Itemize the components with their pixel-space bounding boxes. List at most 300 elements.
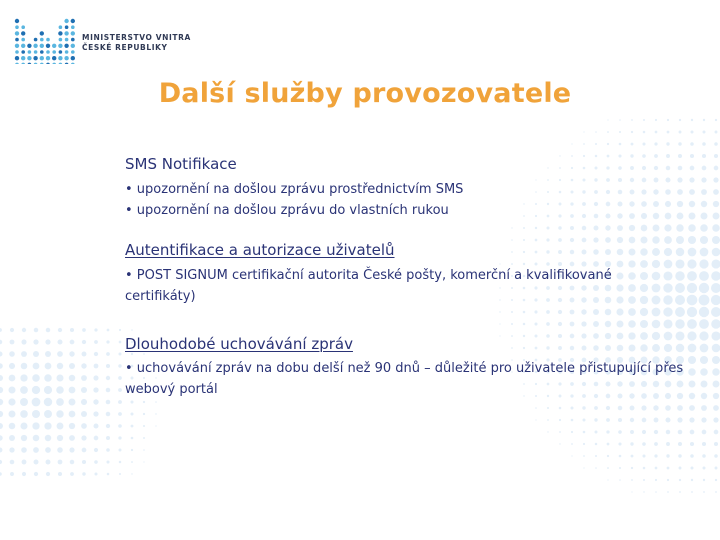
decor-dot	[715, 131, 718, 134]
decor-dot	[81, 375, 87, 381]
decor-dot	[0, 460, 2, 464]
decor-dot	[619, 479, 621, 481]
decor-dot	[21, 339, 26, 344]
decor-dot	[606, 406, 610, 410]
decor-dot	[9, 363, 15, 369]
section-heading: SMS Notifikace	[125, 155, 237, 173]
decor-dot	[106, 436, 110, 440]
decor-dot	[631, 131, 633, 133]
decor-dot	[689, 177, 694, 182]
decor-dot	[22, 460, 27, 465]
decor-dot	[699, 283, 709, 293]
decor-dot	[143, 437, 145, 439]
decor-dot	[691, 491, 693, 493]
decor-dot	[32, 374, 40, 382]
decor-dot	[583, 143, 585, 145]
decor-dot	[630, 442, 633, 445]
decor-dot	[58, 472, 62, 476]
logo-dot	[52, 44, 56, 48]
decor-dot	[106, 400, 111, 405]
decor-dot	[687, 271, 697, 281]
decor-dot	[631, 467, 633, 469]
decor-dot	[699, 271, 709, 281]
bullet-item: • uchovávání zpráv na dobu delší než 90 dnů – důležité pro uživatele přistupující přes webový portál	[125, 361, 684, 397]
decor-dot	[81, 411, 87, 417]
logo-dot	[46, 38, 50, 42]
decor-dot	[69, 363, 75, 369]
decor-dot	[0, 411, 3, 417]
logo-dot	[64, 19, 68, 23]
decor-dot	[715, 491, 717, 493]
decor-dot	[82, 472, 85, 475]
decor-dot	[118, 400, 122, 404]
bullet-list	[125, 179, 685, 221]
decor-dot	[701, 393, 707, 399]
decor-dot	[595, 467, 597, 469]
decor-dot	[22, 472, 26, 476]
decor-dot	[713, 393, 719, 399]
decor-dot	[677, 417, 682, 422]
decor-dot	[699, 259, 708, 268]
decor-dot	[94, 472, 97, 475]
section-sms-notifications	[125, 155, 685, 221]
decor-dot	[82, 340, 86, 344]
decor-dot	[119, 473, 121, 475]
decor-dot	[678, 454, 681, 457]
decor-dot	[688, 356, 696, 364]
decor-dot	[45, 339, 50, 344]
decor-dot	[667, 131, 670, 134]
decor-dot	[0, 435, 3, 440]
decor-dot	[106, 412, 111, 417]
decor-dot	[81, 387, 87, 393]
decor-dot	[654, 418, 659, 423]
logo-dot	[15, 31, 19, 35]
decor-dot	[583, 443, 585, 445]
decor-dot	[10, 472, 14, 476]
decor-dot	[679, 491, 681, 493]
decor-dot	[687, 307, 697, 317]
section-heading: Autentifikace a autorizace uživatelů	[125, 241, 395, 259]
bullet-list	[125, 358, 685, 400]
decor-dot	[655, 119, 657, 121]
decor-dot	[94, 328, 97, 331]
decor-dot	[583, 131, 584, 132]
decor-dot	[643, 479, 645, 481]
decor-dot	[713, 177, 718, 182]
decor-dot	[119, 329, 121, 331]
decor-dot	[106, 376, 110, 380]
decor-dot	[0, 363, 3, 369]
decor-dot	[57, 423, 64, 430]
decor-dot	[547, 407, 549, 409]
decor-dot	[701, 177, 706, 182]
logo-dot	[71, 19, 75, 23]
logo-dot	[15, 19, 19, 23]
decor-dot	[44, 386, 52, 394]
logo-dot	[40, 31, 44, 35]
decor-dot	[56, 374, 63, 381]
decor-dot	[701, 417, 706, 422]
decor-dot	[654, 430, 658, 434]
logo-dot	[71, 50, 75, 54]
section-heading: Dlouhodobé uchovávání zpráv	[125, 335, 353, 353]
decor-dot	[711, 331, 720, 340]
decor-dot	[33, 351, 39, 357]
decor-dot	[81, 435, 86, 440]
logo-dot	[71, 25, 75, 29]
logo-dot	[52, 63, 56, 64]
logo-dot	[21, 44, 25, 48]
logo-dot	[40, 50, 44, 54]
decor-dot	[45, 363, 52, 370]
decor-dot	[595, 455, 597, 457]
decor-dot	[8, 398, 15, 405]
decor-dot	[713, 213, 720, 220]
logo-dot	[15, 44, 19, 48]
decor-dot	[667, 119, 669, 121]
decor-dot	[583, 431, 586, 434]
decor-dot	[678, 442, 682, 446]
decor-dot	[594, 418, 597, 421]
decor-dot	[703, 467, 706, 470]
decor-dot	[713, 201, 719, 207]
decor-dot	[33, 447, 39, 453]
logo-dot	[40, 56, 44, 60]
decor-dot	[94, 340, 98, 344]
decor-dot	[9, 351, 15, 357]
decor-dot	[701, 405, 707, 411]
decor-dot	[595, 431, 598, 434]
logo-dot	[59, 50, 63, 54]
decor-dot	[143, 425, 145, 427]
decor-dot	[689, 381, 696, 388]
decor-dot	[631, 479, 633, 481]
decor-dot	[688, 248, 697, 257]
logo-dot	[21, 56, 25, 60]
decor-dot	[643, 119, 645, 121]
logo-dot	[71, 31, 75, 35]
decor-dot	[46, 328, 50, 332]
decor-dot	[702, 142, 706, 146]
decor-dot	[10, 328, 14, 332]
decor-dot	[631, 455, 634, 458]
decor-dot	[618, 430, 622, 434]
decor-dot	[10, 460, 15, 465]
decor-dot	[715, 119, 717, 121]
logo-dot	[58, 44, 62, 48]
decor-dot	[56, 410, 63, 417]
decor-dot	[712, 344, 720, 353]
decor-dot	[700, 248, 709, 257]
logo-dot	[28, 63, 32, 64]
decor-dot	[155, 401, 157, 403]
decor-dot	[559, 419, 561, 421]
logo-dot	[71, 38, 75, 42]
decor-dot	[687, 283, 697, 293]
bullet-item: • upozornění na došlou zprávu prostřednictvím SMS	[125, 182, 464, 197]
decor-dot	[690, 154, 694, 158]
logo-dot	[33, 44, 37, 48]
bullet-item: • POST SIGNUM certifikační autorita České pošty, komerční a kvalifikované certifikáty)	[125, 268, 612, 304]
logo-dot	[21, 63, 25, 64]
decor-dot	[583, 455, 585, 457]
decor-dot	[667, 467, 670, 470]
decor-dot	[631, 491, 632, 492]
decor-dot	[46, 460, 51, 465]
decor-dot	[688, 236, 696, 244]
decor-dot	[107, 473, 110, 476]
decor-dot	[607, 119, 608, 120]
decor-dot	[82, 460, 86, 464]
decor-dot	[700, 224, 708, 232]
decor-dot	[619, 467, 621, 469]
decor-dot	[82, 352, 87, 357]
decor-dot	[703, 479, 705, 481]
decor-dot	[0, 387, 3, 393]
logo-dot	[59, 38, 63, 42]
decor-dot	[689, 201, 695, 207]
logo-dot	[40, 38, 44, 42]
decor-dot	[93, 387, 98, 392]
decor-dot	[594, 406, 598, 410]
decor-dot	[45, 351, 51, 357]
decor-dot	[630, 430, 634, 434]
decor-dot	[618, 442, 621, 445]
decor-dot	[655, 491, 657, 493]
page-title: Další služby provozovatele	[158, 78, 572, 109]
decor-dot	[655, 479, 657, 481]
decor-dot	[690, 142, 694, 146]
decor-dot	[118, 352, 121, 355]
decor-dot	[106, 388, 111, 393]
decor-dot	[679, 119, 681, 121]
decor-dot	[155, 425, 156, 426]
decor-dot	[571, 407, 574, 410]
decor-dot	[155, 413, 156, 414]
decor-dot	[571, 143, 572, 144]
logo-dot	[27, 44, 31, 48]
decor-dot	[0, 328, 2, 332]
decor-dot	[703, 119, 705, 121]
decor-dot	[143, 461, 144, 462]
decor-dot	[81, 363, 86, 368]
decor-dot	[595, 443, 598, 446]
decor-dot	[70, 472, 74, 476]
decor-dot	[711, 307, 720, 317]
logo-dot	[15, 50, 19, 54]
decor-dot	[667, 479, 669, 481]
decor-dot	[606, 430, 609, 433]
decor-dot	[82, 328, 86, 332]
decor-dot	[679, 479, 681, 481]
decor-dot	[711, 283, 720, 293]
logo-dot	[21, 50, 25, 54]
decor-dot	[33, 363, 40, 370]
decor-dot	[690, 454, 694, 458]
content	[125, 155, 685, 400]
decor-dot	[45, 447, 51, 453]
decor-dot	[93, 375, 98, 380]
decor-dot	[595, 131, 597, 133]
logo-dot	[15, 25, 19, 29]
logo-dot	[46, 44, 50, 48]
decor-dot	[82, 448, 87, 453]
decor-dot	[701, 213, 708, 220]
decor-dot	[677, 405, 683, 411]
decor-dot	[33, 339, 38, 344]
decor-dot	[607, 143, 609, 145]
decor-dot	[57, 435, 63, 441]
decor-dot	[642, 454, 645, 457]
decor-dot	[690, 442, 694, 446]
decor-dot	[571, 419, 574, 422]
decor-dot	[57, 447, 63, 453]
decor-dot	[33, 435, 40, 442]
decor-dot	[143, 401, 145, 403]
decor-dot	[0, 448, 2, 453]
decor-dot	[57, 339, 62, 344]
decor-dot	[20, 410, 28, 418]
decor-dot	[44, 374, 52, 382]
decor-dot	[678, 430, 683, 435]
decor-dot	[690, 430, 695, 435]
decor-dot	[106, 424, 110, 428]
decor-dot	[69, 411, 76, 418]
decor-dot	[118, 436, 121, 439]
decor-dot	[571, 431, 573, 433]
decor-dot	[690, 166, 695, 171]
decor-dot	[606, 418, 610, 422]
decor-dot	[699, 331, 708, 340]
decor-dot	[20, 374, 27, 381]
decor-dot	[712, 356, 720, 364]
decor-dot	[9, 435, 15, 441]
logo-dot	[21, 38, 25, 42]
decor-dot	[0, 423, 3, 429]
decor-dot	[143, 449, 145, 451]
decor-dot	[699, 319, 709, 329]
decor-dot	[46, 472, 50, 476]
decor-dot	[607, 455, 609, 457]
decor-dot	[9, 411, 16, 418]
decor-dot	[688, 224, 696, 232]
decor-dot	[32, 422, 39, 429]
decor-dot	[9, 447, 14, 452]
decor-dot	[131, 425, 134, 428]
decor-dot	[689, 213, 696, 220]
decor-dot	[689, 417, 694, 422]
decor-dot	[631, 119, 633, 121]
decor-dot	[654, 454, 657, 457]
decor-dot	[9, 375, 16, 382]
decor-dot	[94, 436, 99, 441]
decor-dot	[106, 448, 110, 452]
decor-dot	[714, 442, 718, 446]
decor-dot	[58, 460, 63, 465]
decor-dot	[57, 363, 63, 369]
logo-line-1: MINISTERSTVO VNITRA	[82, 33, 191, 42]
decor-dot	[559, 407, 562, 410]
decor-dot	[691, 131, 694, 134]
decor-dot	[687, 319, 697, 329]
ministry-dot-logo-icon	[14, 18, 78, 64]
decor-dot	[714, 154, 718, 158]
decor-dot	[687, 331, 696, 340]
decor-dot	[69, 435, 75, 441]
decor-dot	[0, 472, 2, 476]
decor-dot	[81, 399, 87, 405]
logo-dot	[59, 25, 63, 29]
decor-dot	[712, 236, 720, 244]
logo-dot	[40, 44, 44, 48]
decor-dot	[699, 295, 710, 306]
logo-dot	[46, 56, 50, 60]
logo-dot	[27, 56, 31, 60]
decor-dot	[701, 201, 707, 207]
decor-dot	[93, 411, 98, 416]
decor-dot	[703, 491, 705, 493]
decor-dot	[547, 431, 548, 432]
decor-dot	[714, 142, 718, 146]
decor-dot	[665, 405, 671, 411]
logo-dot	[28, 50, 32, 54]
logo-dot	[52, 50, 56, 54]
decor-dot	[699, 307, 709, 317]
decor-dot	[700, 356, 708, 364]
decor-dot	[714, 166, 719, 171]
decor-dot	[678, 142, 681, 145]
logo-dot	[71, 44, 75, 48]
decor-dot	[712, 224, 719, 231]
decor-dot	[713, 417, 718, 422]
decor-dot	[582, 406, 585, 409]
logo-dot	[64, 56, 68, 60]
decor-dot	[701, 189, 707, 195]
decor-dot	[34, 460, 39, 465]
decor-dot	[130, 400, 133, 403]
decor-dot	[69, 375, 76, 382]
logo-dot	[21, 25, 25, 29]
decor-dot	[131, 473, 132, 474]
decor-dot	[58, 328, 62, 332]
decor-dot	[20, 398, 28, 406]
decor-dot	[641, 405, 646, 410]
decor-dot	[654, 442, 658, 446]
decor-dot	[607, 479, 608, 480]
decor-dot	[618, 418, 622, 422]
decor-dot	[642, 418, 647, 423]
logo-dot	[65, 63, 69, 64]
decor-dot	[34, 328, 39, 333]
decor-dot	[21, 447, 27, 453]
section-long-term-storage	[125, 335, 685, 400]
decor-dot	[712, 248, 720, 257]
decor-dot	[701, 381, 708, 388]
decor-dot	[8, 386, 15, 393]
decor-dot	[0, 351, 3, 356]
decor-dot	[107, 329, 110, 332]
logo-dot	[71, 56, 75, 60]
decor-dot	[93, 423, 98, 428]
decor-dot	[700, 236, 708, 244]
decor-dot	[666, 442, 670, 446]
decor-dot	[715, 467, 718, 470]
logo-dot	[65, 38, 69, 42]
decor-dot	[559, 431, 561, 433]
decor-dot	[56, 398, 64, 406]
decor-dot	[118, 364, 121, 367]
